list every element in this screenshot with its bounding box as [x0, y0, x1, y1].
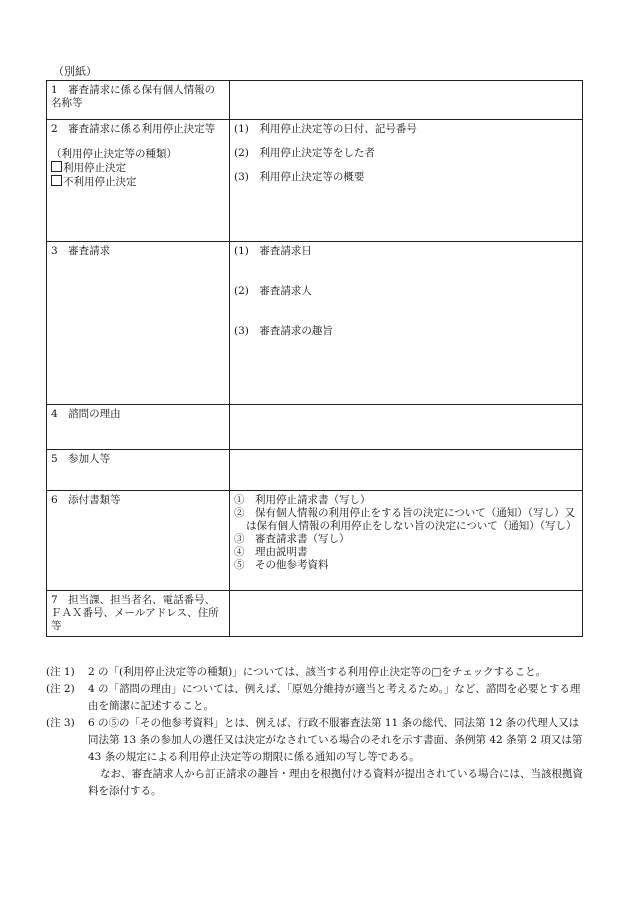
row6-label: 6 添付書類等	[47, 491, 230, 591]
table-row	[47, 242, 583, 405]
row2-type-heading: （利用停止決定等の種類）	[51, 148, 177, 160]
note-2-text: 4 の「諮問の理由」については、例えば、「原処分維持が適当と考えるため。」など、諮問を必要とする理由を簡潔に記述すること。	[88, 683, 581, 712]
table-row	[47, 405, 583, 450]
notes-section	[46, 664, 586, 800]
option-stop-decision: 利用停止決定	[51, 161, 225, 175]
attachment-item-4: ④ 理由説明書	[234, 546, 308, 558]
note-3-supplement: なお、審査請求人から訂正請求の趣旨・理由を根拠付ける資料が提出されている場合には、当該根拠資料を添付する。	[88, 768, 583, 797]
attachment-item-1: ① 利用停止請求書（写し）	[234, 494, 371, 506]
row3-item-2: (2) 審査請求人	[234, 285, 312, 297]
note-2-tag: (注 2)	[46, 683, 75, 695]
note-1-tag: (注 1)	[46, 666, 75, 678]
row4-label: 4 諮問の理由	[47, 405, 230, 450]
row5-label: 5 参加人等	[47, 450, 230, 491]
checkbox-icon	[51, 175, 62, 186]
attachment-item-3: ③ 審査請求書（写し）	[234, 533, 350, 545]
row7-label: 7 担当課、担当者名、電話番号、ＦＡＸ番号、メールアドレス、住所等	[47, 591, 230, 637]
row2-label-cell	[47, 120, 230, 242]
row2-item-1: (1) 利用停止決定等の日付、記号番号	[234, 123, 417, 135]
table-row	[47, 450, 583, 491]
row3-value-cell	[230, 242, 583, 405]
row1-label: 1 審査請求に係る保有個人情報の名称等	[47, 81, 230, 120]
attachment-label: （別紙）	[53, 65, 97, 78]
row5-value	[230, 450, 583, 491]
table-row	[47, 491, 583, 591]
row7-value	[230, 591, 583, 637]
row2-value-cell	[230, 120, 583, 242]
row2-item-3: (3) 利用停止決定等の概要	[234, 171, 365, 183]
row1-value	[230, 81, 583, 120]
consultation-form-table	[46, 80, 583, 637]
note-1	[46, 664, 586, 681]
attachment-item-2: ② 保有個人情報の利用停止をする旨の決定について（通知）（写し）又は保有個人情報の利用停止をしない旨の決定について（通知）（写し）	[234, 507, 577, 532]
checkbox-icon	[51, 161, 62, 172]
option-non-stop-decision: 不利用停止決定	[51, 175, 225, 189]
note-3-tag: (注 3)	[46, 717, 75, 729]
note-1-text: 2 の「(利用停止決定等の種類)」については、該当する利用停止決定等の□をチェックすること。	[88, 666, 547, 678]
row3-item-1: (1) 審査請求日	[234, 245, 312, 257]
note-3-text: 6 の⑤の「その他参考資料」とは、例えば、行政不服審査法第 11 条の総代、同法第 12 条の代理人又は同法第 13 条の参加人の選任又は決定がなされている場合のそれを示す書面、条例第 42 条第 2 項又は第 43 条の規定による利用停止決定等の期限に係る通知の写し等である。	[88, 717, 583, 763]
row6-value-cell	[230, 491, 583, 591]
row4-value	[230, 405, 583, 450]
row3-item-3: (3) 審査請求の趣旨	[234, 325, 333, 337]
table-row	[47, 120, 583, 242]
note-2	[46, 681, 586, 715]
table-row	[47, 591, 583, 637]
row2-item-2: (2) 利用停止決定等をした者	[234, 147, 375, 159]
note-3	[46, 715, 586, 766]
attachment-item-5: ⑤ その他参考資料	[234, 559, 329, 571]
row3-label: 3 審査請求	[47, 242, 230, 405]
row2-label: 2 審査請求に係る利用停止決定等	[51, 123, 216, 135]
table-row	[47, 81, 583, 120]
